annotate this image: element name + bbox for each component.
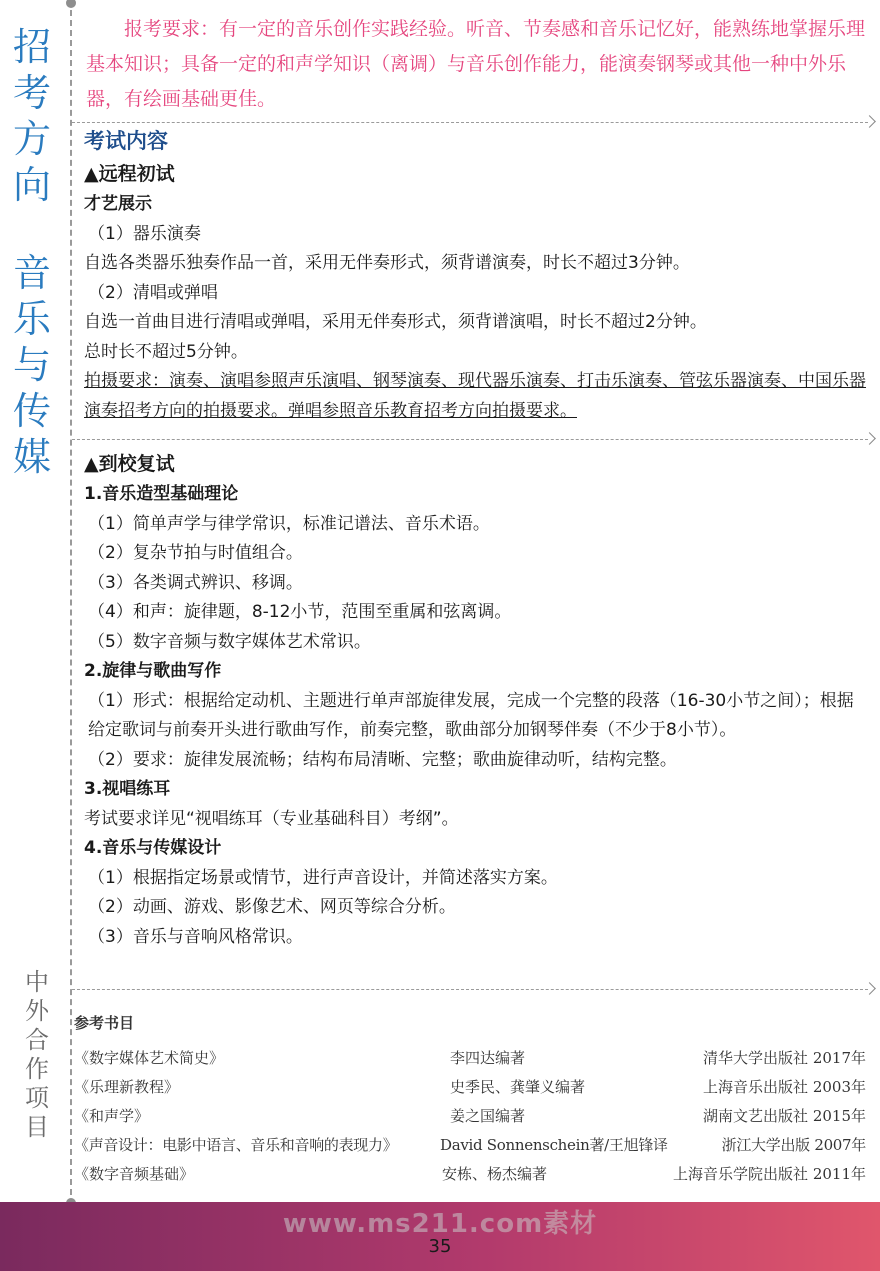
remote-line: 自选一首曲目进行清唱或弹唱，采用无伴奏形式，须背谱演唱，时长不超过2分钟。 (84, 312, 707, 332)
separator-arrow (72, 989, 868, 990)
side-title-char: 音 (12, 251, 51, 295)
reference-row (74, 1073, 870, 1102)
side-title-char: 向 (12, 163, 51, 207)
ref-title: 《乐理新教程》 (74, 1078, 180, 1096)
requirement-paragraph: 报考要求：有一定的音乐创作实践经验。听音、节奏感和音乐记忆好，能熟练地掌握乐理基本知识；具备一定的和声学知识（离调）与音乐创作能力，能演奏钢琴或其他一种中外乐器，有绘画基础更佳。 (86, 18, 866, 110)
list-item: （4）和声：旋律题，8-12小节，范围至重属和弦离调。 (88, 602, 512, 622)
exam-heading: 考试内容 (84, 129, 168, 153)
list-item: （1）简单声学与律学常识，标准记谱法、音乐术语。 (88, 513, 490, 534)
side-sub-char: 外 (25, 997, 49, 1025)
side-title-char: 媒 (12, 435, 51, 479)
ref-author: David Sonnenschein著/王旭锋译 (440, 1136, 668, 1154)
remote-line: （1）器乐演奏 (88, 223, 201, 244)
ref-title: 《数字媒体艺术简史》 (74, 1049, 225, 1067)
separator-arrow (72, 439, 868, 440)
remote-section (84, 124, 870, 426)
side-title-gap (12, 208, 52, 250)
list-item: （2）复杂节拍与时值组合。 (88, 543, 303, 563)
rule-top-dot (66, 0, 76, 8)
list-item: （3）音乐与音响风格常识。 (88, 926, 303, 947)
section-title: 2.旋律与歌曲写作 (84, 661, 222, 681)
list-item: （3）各类调式辨识、移调。 (88, 572, 303, 593)
remote-line: 总时长不超过5分钟。 (84, 341, 248, 362)
reference-row (74, 1044, 870, 1073)
section-title: 4.音乐与传媒设计 (84, 838, 222, 858)
list-item: （1）根据指定场景或情节，进行声音设计，并简述落实方案。 (88, 867, 558, 888)
onsite-heading: ▲到校复试 (84, 453, 175, 475)
remote-line: （2）清唱或弹唱 (88, 282, 218, 303)
side-sub-char: 目 (25, 1113, 49, 1141)
side-sub-char: 作 (25, 1055, 49, 1083)
remote-line: 自选各类器乐独奏作品一首，采用无伴奏形式，须背谱演奏，时长不超过3分钟。 (84, 253, 690, 273)
side-title-char: 乐 (12, 297, 51, 341)
references-heading: 参考书目 (74, 1014, 135, 1032)
reference-row (74, 1102, 870, 1131)
onsite-section (84, 448, 870, 952)
page-number: 35 (428, 1236, 452, 1257)
list-item: 考试要求详见“视唱练耳（专业基础科目）考纲”。 (84, 808, 459, 829)
section-title: 1.音乐造型基础理论 (84, 484, 239, 504)
talent-heading: 才艺展示 (84, 194, 152, 214)
ref-publisher: 清华大学出版社 2017年 (703, 1049, 866, 1067)
vertical-dashed-rule (70, 0, 72, 1205)
references (74, 1012, 870, 1189)
ref-title: 《和声学》 (74, 1107, 150, 1125)
side-title-char: 考 (12, 71, 51, 115)
side-title-char: 传 (12, 389, 51, 433)
reference-row (74, 1160, 870, 1189)
list-item: （1）形式：根据给定动机、主题进行单声部旋律发展，完成一个完整的段落（16-30小节之间）；根据给定歌词与前奏开头进行歌曲写作，前奏完整，歌曲部分加钢琴伴奏（不少于8小节）。 (88, 690, 854, 740)
ref-title: 《数字音频基础》 (74, 1165, 195, 1183)
remote-heading: ▲远程初试 (84, 163, 175, 185)
filming-requirement: 拍摄要求：演奏、演唱参照声乐演唱、钢琴演奏、现代器乐演奏、打击乐演奏、管弦乐器演奏、中国乐器演奏招考方向的拍摄要求。弹唱参照音乐教育招考方向拍摄要求。 (84, 371, 866, 421)
ref-publisher: 湖南文艺出版社 2015年 (703, 1107, 866, 1125)
ref-author: 李四达编著 (450, 1049, 526, 1067)
side-title-char: 与 (12, 343, 51, 387)
ref-publisher: 上海音乐学院出版社 2011年 (673, 1165, 866, 1183)
watermark: www.ms211.com素材 (282, 1209, 598, 1239)
separator-arrow (72, 122, 868, 123)
side-title (12, 24, 52, 480)
side-sub-char: 合 (25, 1026, 49, 1054)
list-item: （5）数字音频与数字媒体艺术常识。 (88, 631, 371, 652)
ref-author: 姜之国编著 (450, 1107, 526, 1125)
list-item: （2）动画、游戏、影像艺术、网页等综合分析。 (88, 897, 456, 917)
side-title-char: 方 (12, 117, 51, 161)
ref-publisher: 浙江大学出版 2007年 (721, 1136, 866, 1154)
list-item: （2）要求：旋律发展流畅；结构布局清晰、完整；歌曲旋律动听，结构完整。 (88, 749, 677, 770)
ref-publisher: 上海音乐出版社 2003年 (703, 1078, 866, 1096)
side-title-char: 招 (12, 25, 51, 69)
ref-title: 《声音设计：电影中语言、音乐和音响的表现力》 (74, 1136, 398, 1154)
ref-author: 史季民、龚肇义编著 (450, 1078, 586, 1096)
side-subtitle (20, 968, 54, 1142)
ref-author: 安栋、杨杰编著 (442, 1165, 548, 1183)
section-title: 3.视唱练耳 (84, 779, 171, 799)
side-sub-char: 中 (25, 968, 49, 996)
reference-row (74, 1131, 870, 1160)
side-sub-char: 项 (25, 1084, 49, 1112)
